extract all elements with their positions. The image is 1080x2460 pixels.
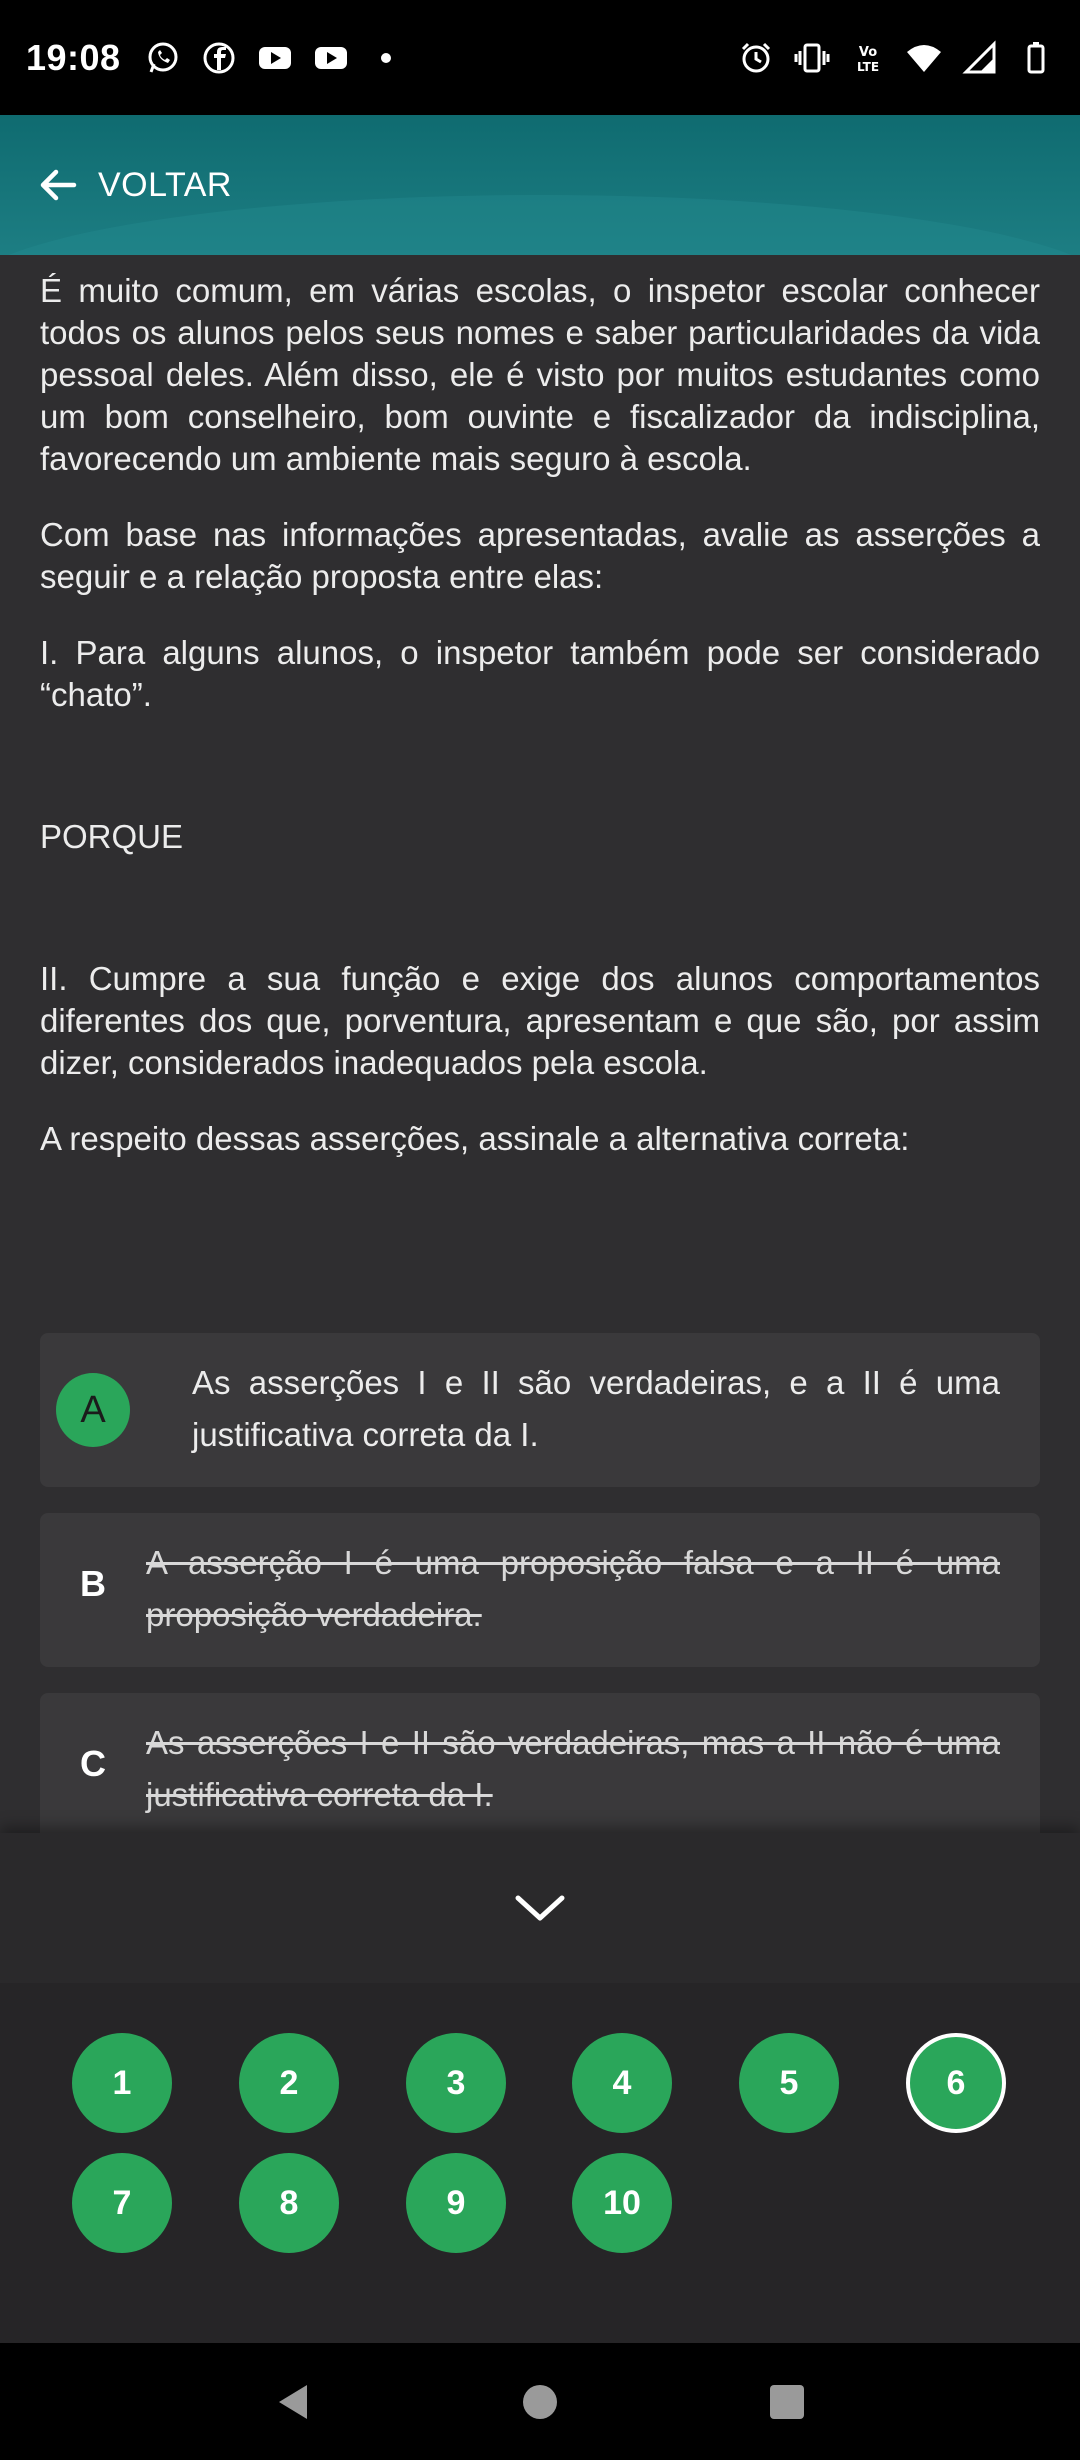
status-left bbox=[26, 37, 391, 79]
spacer bbox=[40, 858, 1040, 958]
chevron-down-icon bbox=[510, 1888, 570, 1928]
option-a[interactable] bbox=[40, 1333, 1040, 1487]
answer-options bbox=[40, 1333, 1040, 1873]
question-paragraph-instruction: Com base nas informações apresentadas, avalie as asserções a seguir e a relação proposta entre elas: bbox=[40, 516, 1040, 595]
question-button-4[interactable]: 4 bbox=[572, 2033, 672, 2133]
question-navigator-sheet bbox=[0, 1833, 1080, 2343]
wifi-icon bbox=[906, 40, 942, 76]
svg-text:LTE: LTE bbox=[856, 59, 880, 74]
question-button-8[interactable]: 8 bbox=[239, 2153, 339, 2253]
status-right bbox=[738, 40, 1054, 76]
app-header bbox=[0, 115, 1080, 255]
facebook-icon bbox=[201, 40, 237, 76]
question-button-5[interactable]: 5 bbox=[739, 2033, 839, 2133]
alarm-icon bbox=[738, 40, 774, 76]
option-c[interactable] bbox=[40, 1693, 1040, 1847]
youtube-icon bbox=[313, 40, 349, 76]
assertion-2: II. Cumpre a sua função e exige dos alunos comportamentos diferentes dos que, porventura, apresentam e que são, por assim dizer, considerados inadequados pela escola. bbox=[40, 960, 1040, 1081]
status-clock: 19:08 bbox=[26, 36, 121, 78]
option-letter-selected: A bbox=[56, 1373, 130, 1447]
recents-square-icon[interactable] bbox=[757, 2372, 817, 2432]
option-text: As asserções I e II são verdadeiras, e a II é uma justificativa correta da I. bbox=[192, 1364, 1000, 1453]
spacer bbox=[40, 716, 1040, 816]
vibrate-icon bbox=[794, 40, 830, 76]
assertion-1: I. Para alguns alunos, o inspetor também pode ser considerado “chato”. bbox=[40, 634, 1040, 713]
youtube-icon bbox=[257, 40, 293, 76]
battery-icon bbox=[1018, 40, 1054, 76]
signal-icon bbox=[962, 40, 998, 76]
option-text-struck: As asserções I e II são verdadeiras, mas a II não é uma justificativa correta da I. bbox=[146, 1724, 1000, 1813]
option-letter: C bbox=[80, 1743, 106, 1784]
back-triangle-icon[interactable] bbox=[263, 2372, 323, 2432]
question-button-10[interactable]: 10 bbox=[572, 2153, 672, 2253]
option-letter: B bbox=[80, 1563, 106, 1604]
svg-text:Vo: Vo bbox=[858, 44, 878, 60]
whatsapp-icon bbox=[145, 40, 181, 76]
question-content bbox=[40, 270, 1040, 1194]
home-circle-icon[interactable] bbox=[510, 2372, 570, 2432]
question-button-9[interactable]: 9 bbox=[406, 2153, 506, 2253]
question-button-1[interactable]: 1 bbox=[72, 2033, 172, 2133]
question-paragraph-context: É muito comum, em várias escolas, o inspetor escolar conhecer todos os alunos pelos seus nomes e saber particularidades da vida pessoal deles. Além disso, ele é visto por muitos estudantes como um bom conselheiro, bom ouvinte e fiscalizador da indisciplina, favorecendo um ambiente mais seguro à escola. bbox=[40, 272, 1040, 477]
question-button-6-current[interactable]: 6 bbox=[906, 2033, 1006, 2133]
back-label: VOLTAR bbox=[98, 165, 232, 204]
option-b[interactable] bbox=[40, 1513, 1040, 1667]
arrow-left-icon bbox=[34, 161, 82, 209]
porque-label: PORQUE bbox=[40, 818, 184, 855]
question-button-2[interactable]: 2 bbox=[239, 2033, 339, 2133]
status-bar bbox=[0, 0, 1080, 115]
back-button[interactable] bbox=[34, 160, 232, 210]
system-nav-bar bbox=[0, 2343, 1080, 2460]
question-button-3[interactable]: 3 bbox=[406, 2033, 506, 2133]
question-button-7[interactable]: 7 bbox=[72, 2153, 172, 2253]
notification-dot bbox=[381, 53, 391, 63]
volte-icon bbox=[850, 40, 886, 76]
collapse-sheet-button[interactable] bbox=[0, 1833, 1080, 1983]
question-prompt: A respeito dessas asserções, assinale a alternativa correta: bbox=[40, 1120, 910, 1157]
option-text-struck: A asserção I é uma proposição falsa e a II é uma proposição verdadeira. bbox=[146, 1544, 1000, 1633]
